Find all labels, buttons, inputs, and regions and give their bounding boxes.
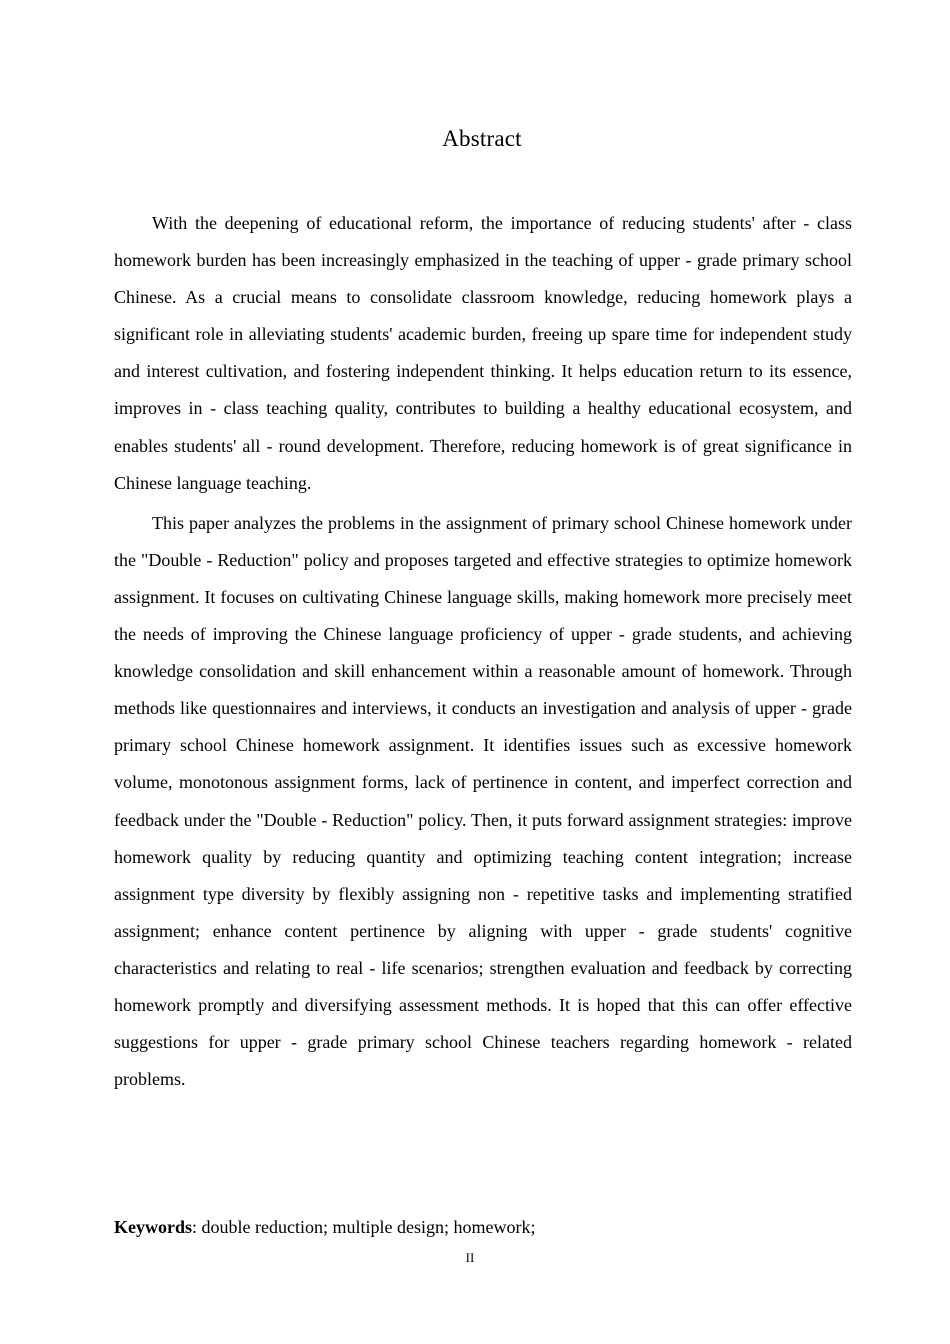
abstract-paragraph-2: This paper analyzes the problems in the assignment of primary school Chinese homework under the "Double - Reduction" policy and proposes targeted and effective strategies to optimize homework assignment. It focuses on cultivating Chinese language skills, making homework more precisely meet the needs of improving the Chinese language proficiency of upper - grade students, and achieving knowledge consolidation and skill enhancement within a reasonable amount of homework. Through methods like questionnaires and interviews, it conducts an investigation and analysis of upper - grade primary school Chinese homework assignment. It identifies issues such as excessive homework volume, monotonous assignment forms, lack of pertinence in content, and imperfect correction and feedback under the "Double - Reduction" policy. Then, it puts forward assignment strategies: improve homework quality by reducing quantity and optimizing teaching content integration; increase assignment type diversity by flexibly assigning non - repetitive tasks and implementing stratified assignment; enhance content pertinence by aligning with upper - grade students' cognitive characteristics and relating to real - life scenarios; strengthen evaluation and feedback by correcting homework promptly and diversifying assessment methods. It is hoped that this can offer effective suggestions for upper - grade primary school Chinese teachers regarding homework - related problems. [114,512,852,1090]
page-title: Abstract [442,126,522,151]
page-number: II [465,1250,475,1265]
abstract-body [114,205,852,1098]
keywords-text: : double reduction; multiple design; homework; [192,1217,536,1237]
keywords-label: Keywords [114,1217,192,1237]
abstract-paragraph-1: With the deepening of educational reform, the importance of reducing students' after - class homework burden has been increasingly emphasized in the teaching of upper - grade primary school Chinese. As a crucial means to consolidate classroom knowledge, reducing homework plays a significant role in alleviating students' academic burden, freeing up spare time for independent study and interest cultivation, and fostering independent thinking. It helps education return to its essence, improves in - class teaching quality, contributes to building a healthy educational ecosystem, and enables students' all - round development. Therefore, reducing homework is of great significance in Chinese language teaching. [114,213,852,493]
keywords-line [114,1214,852,1240]
